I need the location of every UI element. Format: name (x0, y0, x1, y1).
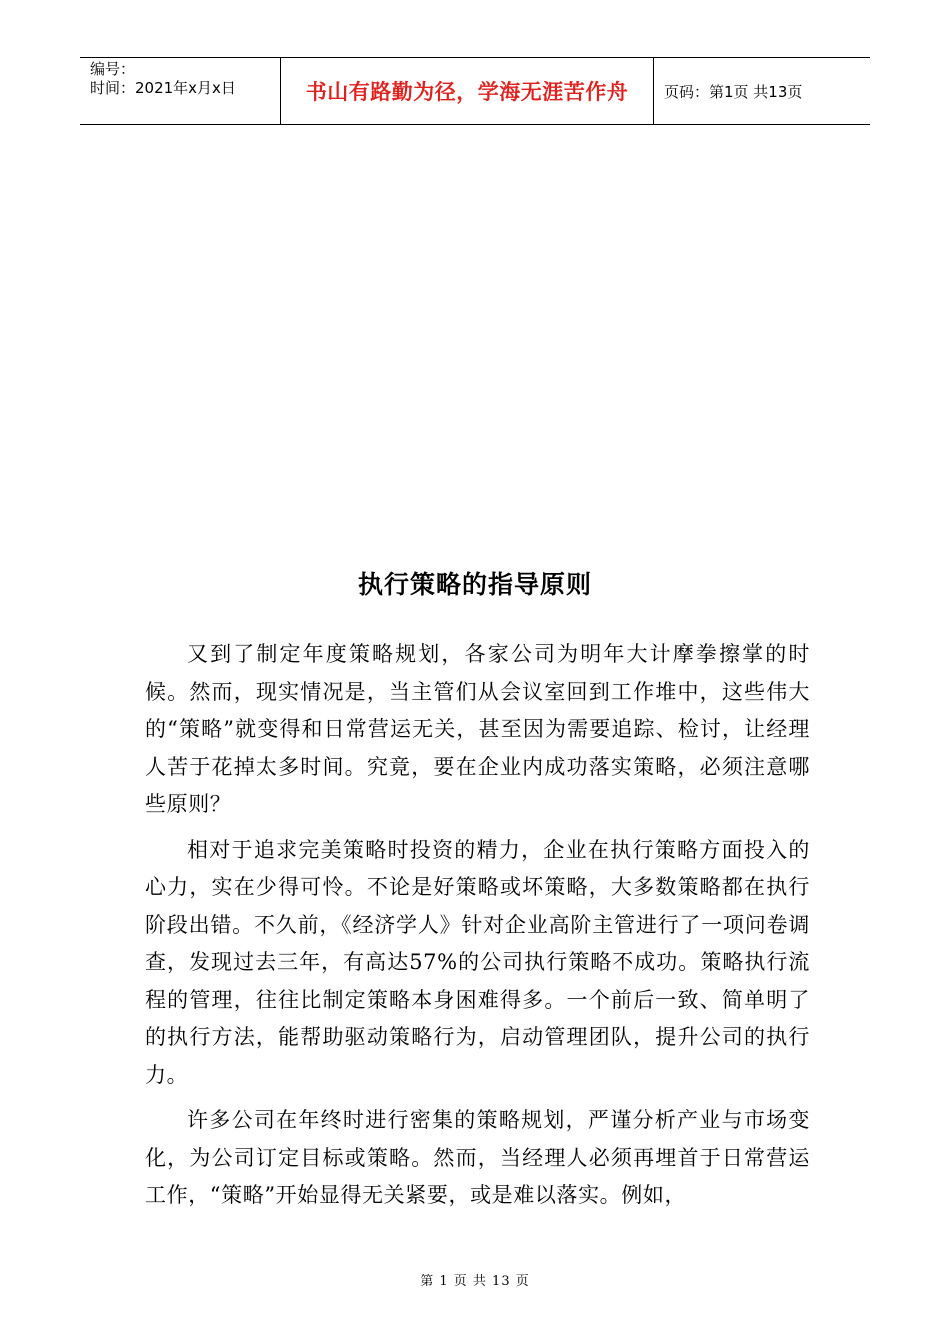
header-page-code: 页码：第1页 共13页 (664, 82, 803, 101)
paragraph: 又到了制定年度策略规划，各家公司为明年大计摩拳擦掌的时候。然而，现实情况是，当主管们从会议室回到工作堆中，这些伟大的“策略”就变得和日常营运无关，甚至因为需要追踪、检讨，让经理人苦于花掉太多时间。究竟，要在企业内成功落实策略，必须注意哪些原则？ (145, 642, 810, 816)
paragraph: 许多公司在年终时进行密集的策略规划，严谨分析产业与市场变化，为公司订定目标或策略。然而，当经理人必须再埋首于日常营运工作，“策略”开始显得无关紧要，或是难以落实。例如， (145, 1108, 810, 1207)
document-number-label: 编号： (90, 60, 136, 78)
page-footer: 第 1 页 共 13 页 (420, 1274, 530, 1289)
paragraph: 相对于追求完美策略时投资的精力，企业在执行策略方面投入的心力，实在少得可怜。不论是好策略或坏策略，大多数策略都在执行阶段出错。不久前，《经济学人》针对企业高阶主管进行了一项问卷调查，发现过去三年，有高达57%的公司执行策略不成功。策略执行流程的管理，往往比制定策略本身困难得多。一个前后一致、简单明了的执行方法，能帮助驱动策略行为，启动管理团队，提升公司的执行力。 (145, 837, 810, 1087)
page-header (80, 57, 870, 125)
document-time-label: 时间：2021年x月x日 (90, 79, 236, 97)
document-body (145, 636, 810, 1223)
document-title: 执行策略的指导原则 (357, 570, 592, 599)
header-meta (80, 58, 280, 124)
header-motto: 书山有路勤为径，学海无涯苦作舟 (280, 58, 654, 124)
